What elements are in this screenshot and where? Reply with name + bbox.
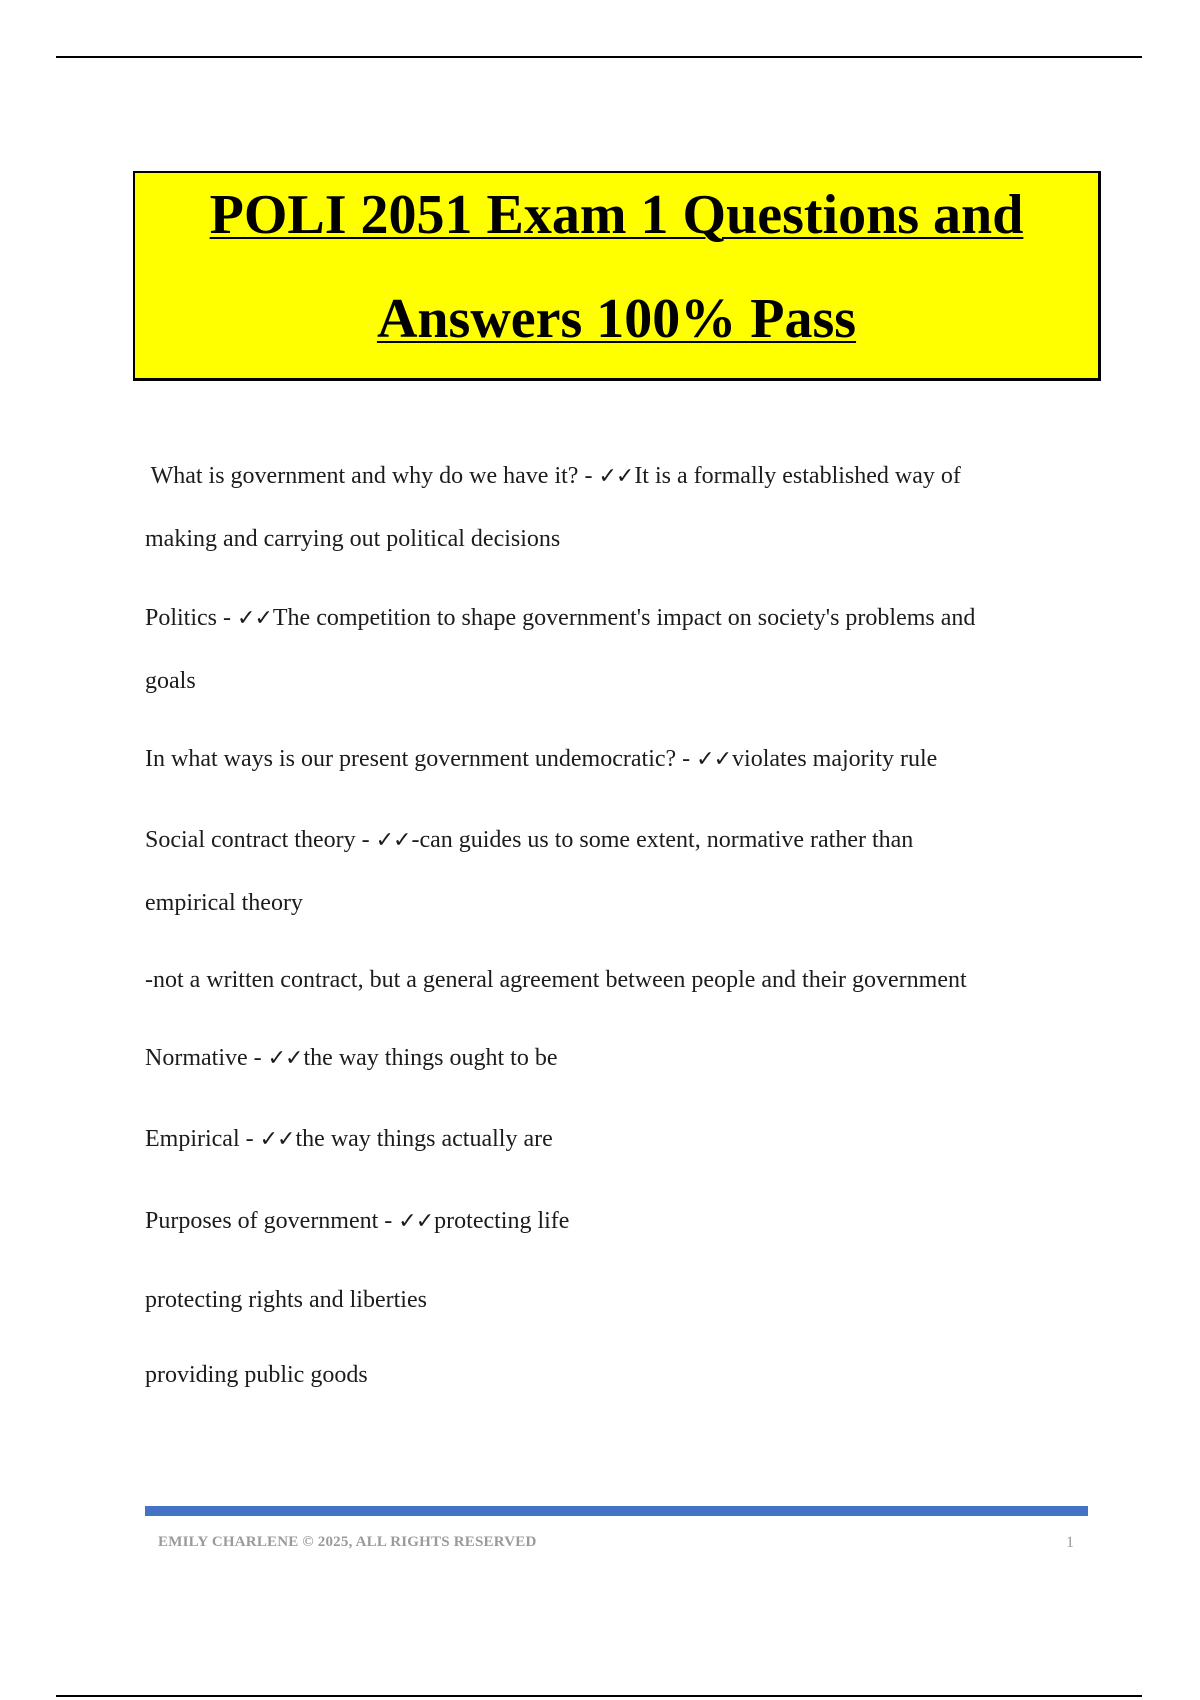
title-line-1: POLI 2051 Exam 1 Questions and xyxy=(209,184,1024,246)
text-line: goals xyxy=(145,668,196,694)
text-line: providing public goods xyxy=(145,1362,368,1388)
check-mark-icon: ✓✓ xyxy=(237,606,272,631)
footer-copyright: EMILY CHARLENE © 2025, ALL RIGHTS RESERVED xyxy=(158,1534,537,1550)
text-line: Empirical - ✓✓the way things actually are xyxy=(145,1126,553,1152)
text-line: In what ways is our present government undemocratic? - ✓✓violates majority rule xyxy=(145,746,938,772)
top-rule xyxy=(56,56,1142,58)
check-mark-icon: ✓✓ xyxy=(375,828,411,853)
text-line: protecting rights and liberties xyxy=(145,1287,427,1313)
text-line: Purposes of government - ✓✓protecting life xyxy=(145,1208,570,1234)
bottom-rule xyxy=(56,1695,1142,1697)
footer-bar xyxy=(145,1506,1088,1516)
text-line: -not a written contract, but a general agreement between people and their government xyxy=(145,967,967,993)
check-mark-icon: ✓✓ xyxy=(267,1046,303,1071)
page-number: 1 xyxy=(1066,1534,1074,1551)
title-line-2: Answers 100% Pass xyxy=(376,288,857,350)
text-line: Politics - ✓✓The competition to shape government's impact on society's problems and xyxy=(145,605,976,631)
check-mark-icon: ✓✓ xyxy=(259,1127,295,1152)
check-mark-icon: ✓✓ xyxy=(696,747,732,772)
text-line: Normative - ✓✓the way things ought to be xyxy=(145,1045,558,1071)
text-line: Social contract theory - ✓✓-can guides us to some extent, normative rather than xyxy=(145,827,914,853)
check-mark-icon: ✓✓ xyxy=(398,1209,434,1234)
text-line: making and carrying out political decisions xyxy=(145,526,561,552)
text-line: empirical theory xyxy=(145,890,303,916)
title-box xyxy=(133,171,1101,381)
check-mark-icon: ✓✓ xyxy=(598,464,634,489)
text-line: What is government and why do we have it? - ✓✓It is a formally established way of xyxy=(145,463,961,489)
